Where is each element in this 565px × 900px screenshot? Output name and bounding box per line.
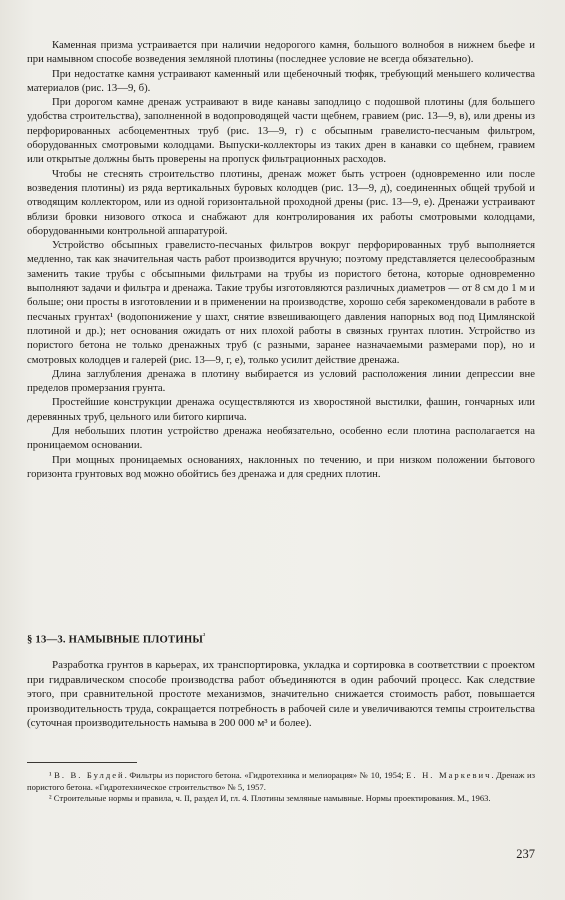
main-text-block bbox=[27, 38, 535, 481]
paragraph: Каменная призма устраивается при наличии недорогого камня, большого волнобоя в нижнем бьефе и при намывном способе возведения земляной плотины (последнее условие не всегда обязательно). bbox=[27, 39, 535, 66]
footnote-text: Строительные нормы и правила, ч. II, раздел И, гл. 4. Плотины земляные намывные. Нормы проектирования. М., 1963. bbox=[53, 793, 491, 804]
footnote-mark: ² bbox=[49, 793, 52, 804]
footnote-mark: ¹ bbox=[49, 770, 52, 780]
footnotes bbox=[27, 770, 535, 805]
paragraph: При мощных проницаемых основаниях, наклонных по течению, и при низком положении бытового горизонта грунтовых вод можно обойтись без дренажа и для средних плотин. bbox=[27, 453, 535, 480]
section-text-block bbox=[27, 658, 535, 731]
footnote-1 bbox=[27, 770, 535, 793]
footnote-reference: ² bbox=[203, 632, 206, 640]
footnote-author: В. В. Булдей bbox=[54, 770, 125, 780]
footnote-2 bbox=[27, 793, 535, 805]
paragraph: Для небольших плотин устройство дренажа необязательно, особенно если плотина располагается на проницаемом основании. bbox=[27, 425, 535, 452]
paragraph: Устройство обсыпных гравелисто-песчаных фильтров вокруг перфорированных труб выполняется медленно, так как значительная часть работ производится вручную; поэтому представляется целесообразным заменить такие трубы с обсыпными фильтрами на трубы из пористого бетона, которые одновременно выполняют задачи и фильтра и дренажа. Такие трубы изготовляются различных диаметров — от 8 см до 1 м и больше; они просты в изготовлении и в применении на производстве, хорошо себя зарекомендовали в работе в песчаных грунтах¹ (водопонижение у шахт, снятие взвешивающего давления напорных вод под Цимлянской плотиной и др.); нет основания ожидать от них плохой работы в связных грунтах плотин. Устройство из пористого бетона не только дренажных труб (с разными, заранее назначаемыми размерами пор), но и смотровых колодцев и галерей (рис. 13—9, г, е), только усилит действие дренажа. bbox=[27, 239, 535, 366]
footnote-text: . Фильтры из пористого бетона. «Гидротехника и мелиорация» № 10, 1954; bbox=[124, 770, 407, 780]
footnote-text: . Дренаж из пористого бетона. «Гидротехническое строительство» № 5, 1957. bbox=[27, 770, 535, 792]
page-number: 237 bbox=[516, 847, 535, 861]
section-heading-text: § 13—3. НАМЫВНЫЕ ПЛОТИНЫ bbox=[27, 633, 204, 646]
paragraph: При дорогом камне дренаж устраивают в виде канавы заподлицо с подошвой плотины (для большего удобства строительства), заполненной в водопроводящей части щебнем, гравием (рис. 13—9, в), или дрены из перфорированных асбоцементных труб (рис. 13—9, г) с обсыпным гравелисто-песчаным фильтром, оборудованных смотровыми колодцами. Выпуски-коллекторы из таких дрен в канавки со щебнем, гравием или открытые должны быть проверены на пропуск фильтрационных расходов. bbox=[27, 96, 535, 166]
paragraph: При недостатке камня устраивают каменный или щебеночный тюфяк, требующий меньшего количества материалов (рис. 13—9, б). bbox=[27, 67, 535, 94]
section-heading bbox=[27, 632, 535, 646]
footnote-author: Е. Н. Маркевич bbox=[406, 770, 492, 780]
paragraph: Длина заглубления дренажа в плотину выбирается из условий расположения линии депрессии вне пределов промерзания грунта. bbox=[27, 367, 535, 395]
paragraph: Простейшие конструкции дренажа осуществляются из хворостяной выстилки, фашин, гончарных или деревянных труб, цельного или битого кирпича. bbox=[27, 396, 535, 423]
paragraph: Разработка грунтов в карьерах, их транспортировка, укладка и сортировка в соответствии с проектом при гидравлическом способе производства работ объединяются в один рабочий процесс. Как следствие этого, при сравнительной простоте механизмов, значительно снижается стоимость работ, повышается производительность труда, сокращается потребность в рабочей силе и увеличиваются темпы строительства (суточная производительность намыва в 200 000 м³ и более). bbox=[27, 659, 535, 730]
paragraph: Чтобы не стеснять строительство плотины, дренаж может быть устроен (одновременно или после возведения плотины) из ряда вертикальных буровых колодцев (рис. 13—9, д), соединенных общей трубой и отводящим коллектором, или из одной горизонтальной проходной дрены (рис. 13—9, е). Дренажи устраивают вблизи бровки низового откоса и снабжают для контролирования их работы смотровыми колодцами, оборудованными контрольной аппаратурой. bbox=[27, 167, 535, 237]
footnote-divider bbox=[27, 762, 137, 763]
